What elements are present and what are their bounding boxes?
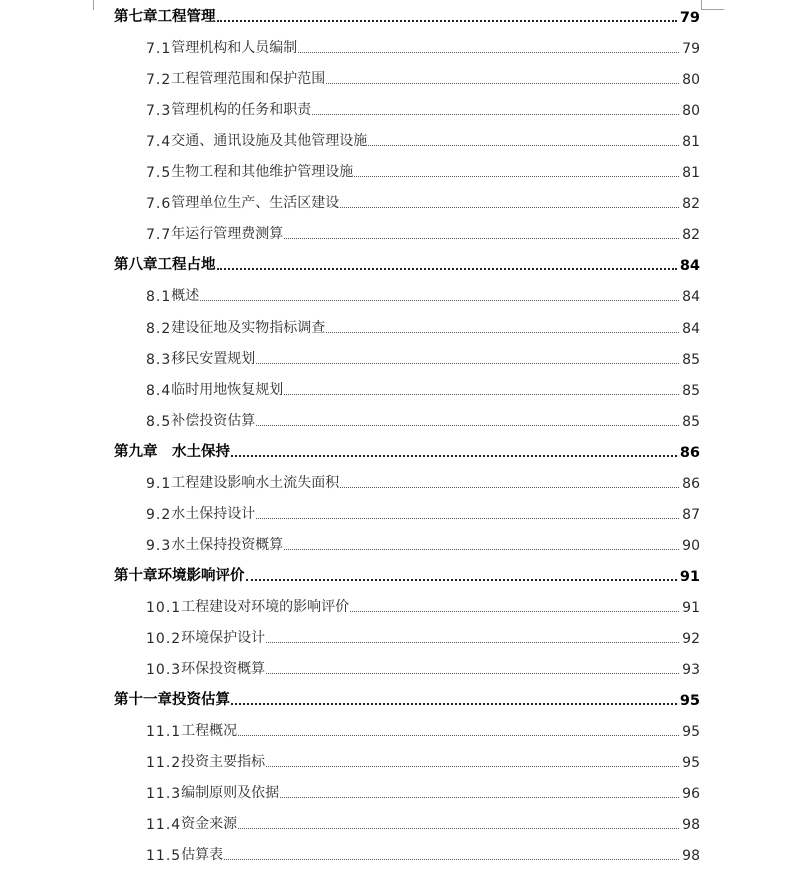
- toc-page-number: 79: [679, 10, 700, 27]
- toc-page-number: 84: [679, 258, 700, 275]
- toc-dot-leader: [200, 300, 679, 301]
- toc-entry-title: 工程建设对环境的影响评价: [181, 598, 350, 615]
- toc-entry-number: 7.2: [146, 72, 172, 89]
- toc-entry-number: 10.1: [146, 599, 182, 616]
- left-crop-mark: [93, 0, 94, 10]
- toc-entry-title: 编制原则及依据: [181, 785, 280, 802]
- toc-entry-title: 第九章 水土保持: [114, 443, 230, 460]
- toc-page-number: 85: [682, 382, 700, 399]
- toc-section-entry[interactable]: [114, 716, 700, 747]
- toc-page-number: 93: [682, 662, 700, 679]
- toc-section-entry[interactable]: [114, 219, 700, 250]
- toc-dot-leader: [340, 487, 679, 488]
- toc-entry-number: 9.3: [146, 537, 172, 554]
- toc-entry-title: 临时用地恢复规划: [171, 381, 284, 398]
- toc-section-entry[interactable]: [114, 840, 700, 871]
- toc-chapter-entry[interactable]: [114, 685, 700, 716]
- toc-dot-leader: [326, 332, 679, 333]
- toc-page-number: 85: [682, 413, 700, 430]
- toc-dot-leader: [246, 579, 677, 581]
- toc-page-number: 86: [679, 444, 700, 461]
- toc-entry-title: 工程建设影响水土流失面积: [171, 474, 340, 491]
- toc-page-number: 95: [682, 755, 700, 772]
- toc-section-entry[interactable]: [114, 499, 700, 530]
- toc-entry-title: 补偿投资估算: [171, 412, 256, 429]
- toc-entry-title: 资金来源: [181, 816, 238, 833]
- toc-entry-title: 交通、通讯设施及其他管理设施: [171, 133, 368, 150]
- toc-chapter-entry[interactable]: [114, 250, 700, 281]
- toc-entry-title: 生物工程和其他维护管理设施: [171, 164, 354, 181]
- toc-dot-leader: [238, 828, 679, 829]
- toc-dot-leader: [284, 394, 679, 395]
- toc-dot-leader: [266, 673, 679, 674]
- toc-entry-title: 第十章环境影响评价: [114, 567, 245, 584]
- toc-dot-leader: [284, 238, 679, 239]
- toc-entry-title: 工程管理范围和保护范围: [171, 71, 326, 88]
- toc-section-entry[interactable]: [114, 747, 700, 778]
- toc-entry-number: 8.2: [146, 320, 172, 337]
- toc-section-entry[interactable]: [114, 592, 700, 623]
- toc-dot-leader: [231, 703, 677, 705]
- toc-page-number: 79: [682, 41, 700, 58]
- toc-entry-title: 移民安置规划: [171, 350, 256, 367]
- toc-entry-number: 11.4: [146, 817, 182, 834]
- toc-section-entry[interactable]: [114, 375, 700, 406]
- toc-section-entry[interactable]: [114, 157, 700, 188]
- toc-section-entry[interactable]: [114, 344, 700, 375]
- toc-section-entry[interactable]: [114, 188, 700, 219]
- toc-entry-title: 水土保持投资概算: [171, 536, 284, 553]
- toc-dot-leader: [266, 642, 679, 643]
- toc-entry-number: 11.5: [146, 848, 182, 865]
- toc-entry-number: 7.5: [146, 165, 172, 182]
- toc-page-number: 81: [682, 165, 700, 182]
- toc-entry-number: 11.2: [146, 755, 182, 772]
- toc-entry-number: 8.4: [146, 382, 172, 399]
- table-of-contents: [114, 2, 700, 871]
- toc-page-number: 91: [679, 568, 700, 585]
- toc-entry-title: 第八章工程占地: [114, 257, 216, 274]
- toc-dot-leader: [217, 268, 677, 270]
- toc-dot-leader: [256, 518, 679, 519]
- toc-page-number: 85: [682, 351, 700, 368]
- toc-page-number: 95: [682, 724, 700, 741]
- toc-entry-number: 10.3: [146, 662, 182, 679]
- toc-entry-number: 9.2: [146, 506, 172, 523]
- toc-dot-leader: [340, 207, 679, 208]
- toc-entry-number: 8.3: [146, 351, 172, 368]
- toc-page-number: 84: [682, 320, 700, 337]
- toc-dot-leader: [298, 52, 679, 53]
- toc-entry-number: 10.2: [146, 630, 182, 647]
- toc-dot-leader: [266, 766, 679, 767]
- toc-dot-leader: [350, 611, 679, 612]
- toc-dot-leader: [326, 83, 679, 84]
- toc-section-entry[interactable]: [114, 33, 700, 64]
- toc-entry-title: 水土保持设计: [171, 505, 256, 522]
- toc-section-entry[interactable]: [114, 406, 700, 437]
- toc-entry-title: 管理机构和人员编制: [171, 40, 298, 57]
- toc-page-number: 95: [679, 693, 700, 710]
- toc-chapter-entry[interactable]: [114, 437, 700, 468]
- toc-entry-title: 第十一章投资估算: [114, 692, 230, 709]
- toc-entry-title: 管理机构的任务和职责: [171, 102, 312, 119]
- toc-page-number: 92: [682, 630, 700, 647]
- toc-section-entry[interactable]: [114, 281, 700, 312]
- toc-entry-number: 7.4: [146, 134, 172, 151]
- toc-page-number: 90: [682, 537, 700, 554]
- toc-entry-number: 7.7: [146, 227, 172, 244]
- toc-page-number: 96: [682, 786, 700, 803]
- toc-entry-number: 11.3: [146, 786, 182, 803]
- toc-dot-leader: [312, 114, 679, 115]
- toc-section-entry[interactable]: [114, 95, 700, 126]
- toc-entry-title: 第七章工程管理: [114, 9, 216, 26]
- toc-dot-leader: [256, 425, 679, 426]
- toc-entry-title: 概述: [171, 288, 200, 305]
- toc-entry-number: 8.1: [146, 289, 172, 306]
- toc-page-number: 80: [682, 72, 700, 89]
- toc-dot-leader: [256, 363, 679, 364]
- toc-dot-leader: [354, 176, 679, 177]
- toc-section-entry[interactable]: [114, 468, 700, 499]
- toc-dot-leader: [224, 859, 679, 860]
- toc-page-number: 98: [682, 817, 700, 834]
- toc-page-number: 84: [682, 289, 700, 306]
- toc-section-entry[interactable]: [114, 778, 700, 809]
- toc-entry-title: 环保投资概算: [181, 661, 266, 678]
- toc-entry-title: 估算表: [181, 847, 224, 864]
- toc-section-entry[interactable]: [114, 530, 700, 561]
- toc-dot-leader: [284, 549, 679, 550]
- toc-dot-leader: [368, 145, 679, 146]
- toc-entry-title: 工程概况: [181, 723, 238, 740]
- toc-chapter-entry[interactable]: [114, 2, 700, 33]
- toc-dot-leader: [231, 455, 677, 457]
- toc-entry-title: 年运行管理费测算: [171, 226, 284, 243]
- toc-entry-title: 建设征地及实物指标调查: [171, 319, 326, 336]
- toc-page-number: 82: [682, 227, 700, 244]
- toc-page-number: 81: [682, 134, 700, 151]
- toc-page-number: 82: [682, 196, 700, 213]
- toc-page-number: 87: [682, 506, 700, 523]
- toc-entry-number: 11.1: [146, 724, 182, 741]
- toc-dot-leader: [238, 735, 679, 736]
- toc-chapter-entry[interactable]: [114, 561, 700, 592]
- toc-entry-title: 投资主要指标: [181, 754, 266, 771]
- toc-page-number: 86: [682, 475, 700, 492]
- toc-dot-leader: [280, 797, 679, 798]
- toc-page-number: 98: [682, 848, 700, 865]
- toc-page-number: 80: [682, 103, 700, 120]
- toc-section-entry[interactable]: [114, 654, 700, 685]
- toc-section-entry[interactable]: [114, 64, 700, 95]
- toc-section-entry[interactable]: [114, 809, 700, 840]
- toc-dot-leader: [217, 20, 677, 22]
- toc-entry-number: 7.3: [146, 103, 172, 120]
- toc-page-number: 91: [682, 599, 700, 616]
- toc-section-entry[interactable]: [114, 312, 700, 343]
- toc-entry-number: 8.5: [146, 413, 172, 430]
- right-crop-mark-horizontal: [702, 9, 724, 10]
- toc-entry-title: 管理单位生产、生活区建设: [171, 195, 340, 212]
- toc-section-entry[interactable]: [114, 126, 700, 157]
- toc-entry-number: 7.6: [146, 196, 172, 213]
- toc-entry-number: 9.1: [146, 475, 172, 492]
- toc-section-entry[interactable]: [114, 623, 700, 654]
- toc-entry-title: 环境保护设计: [181, 629, 266, 646]
- toc-entry-number: 7.1: [146, 41, 172, 58]
